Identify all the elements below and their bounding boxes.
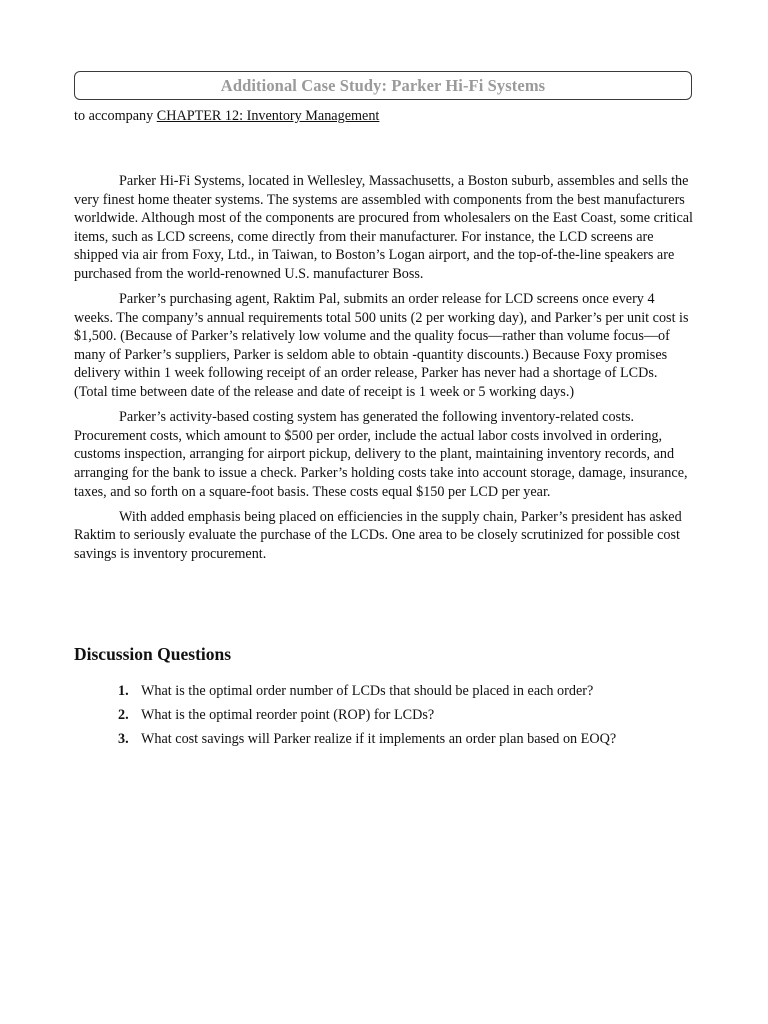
- question-number: 1.: [118, 683, 129, 699]
- paragraph-intro: Parker Hi-Fi Systems, located in Wellesley, Massachusetts, a Boston suburb, assembles and sells the very finest home theater systems. The systems are assembled with components from the best manufacturers worldwide. Although most of the components are procured from wholesalers on the East Coast, some critical items, such as LCD screens, come directly from their manufacturer. For instance, the LCD screens are shipped via air from Foxy, Ltd., in Taiwan, to Boston’s Logan airport, and the top-of-the-line speakers are purchased from the world-renowned U.S. manufacturer Boss.: [74, 173, 693, 282]
- question-number: 2.: [118, 706, 129, 723]
- paragraph-evaluation: With added emphasis being placed on efficiencies in the supply chain, Parker’s president has asked Raktim to seriously evaluate the purchase of the LCDs. One area to be closely scrutinized for possible cost savings is inventory procurement.: [74, 508, 682, 562]
- case-study-body: [74, 172, 694, 570]
- title-box: [74, 71, 692, 100]
- subtitle: [74, 107, 379, 125]
- paragraph-costs: Parker’s activity-based costing system has generated the following inventory-related costs. Procurement costs, which amount to $500 per order, include the actual labor costs involved in ordering, customs inspection, arranging for airport pickup, delivery to the plant, maintaining inventory records, and arranging for the bank to issue a check. Parker’s holding costs take into account storage, damage, insurance, taxes, and so forth on a square-foot basis. These costs equal $150 per LCD per year.: [74, 409, 688, 500]
- page-title: Additional Case Study: Parker Hi-Fi Systems: [220, 75, 546, 95]
- question-text: What cost savings will Parker realize if it implements an order plan based on EOQ?: [141, 730, 617, 747]
- discussion-questions-list: [118, 682, 698, 753]
- paragraph-purchasing: Parker’s purchasing agent, Raktim Pal, submits an order release for LCD screens once every 4 weeks. The company’s annual requirements total 500 units (2 per working day), and Parker’s per unit cost is $1,500. (Because of Parker’s relatively low volume and the quality focus—rather than volume focus—of many of Parker’s suppliers, Parker is seldom able to obtain -quantity discounts.) Because Foxy promises delivery within 1 week following receipt of an order release, Parker has never had a shortage of LCDs. (Total time between date of the release and date of receipt is 1 week or 5 working days.): [74, 291, 689, 401]
- chapter-link[interactable]: CHAPTER 12: Inventory Management: [156, 108, 380, 124]
- question-item: [118, 730, 698, 749]
- question-item: [118, 682, 698, 701]
- question-text: What is the optimal reorder point (ROP) for LCDs?: [141, 706, 435, 723]
- subtitle-prefix: to accompany: [74, 108, 157, 124]
- question-number: 3.: [118, 730, 129, 747]
- question-item: [118, 706, 698, 725]
- discussion-heading: Discussion Questions: [74, 644, 232, 664]
- question-text: What is the optimal order number of LCDs that should be placed in each order?: [141, 683, 594, 699]
